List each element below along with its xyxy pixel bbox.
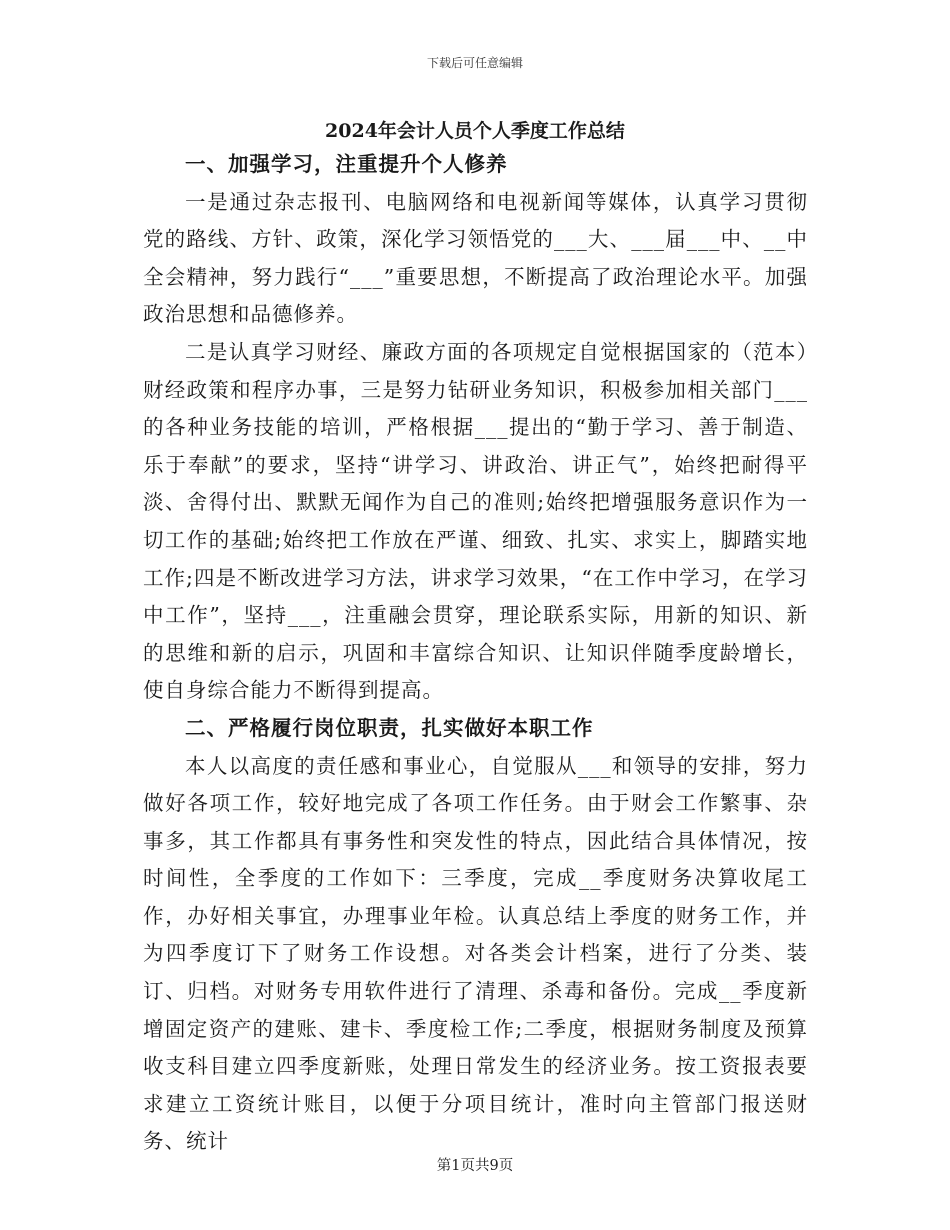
section-heading: 一、加强学习，注重提升个人修养	[185, 152, 508, 176]
section-2	[143, 710, 808, 1161]
paragraph: 一是通过杂志报刊、电脑网络和电视新闻等媒体，认真学习贯彻党的路线、方针、政策，深化学习领悟党的___大、___届___中、__中全会精神，努力践行“___”重要思想，不断提高了政治理论水平。加强政治思想和品德修养。	[143, 189, 808, 327]
paragraph: 本人以高度的责任感和事业心，自觉服从___和领导的安排，努力做好各项工作，较好地完成了各项工作任务。由于财会工作繁事、杂事多，其工作都具有事务性和突发性的特点，因此结合具体情况，按时间性，全季度的工作如下：三季度，完成__季度财务决算收尾工作，办好相关事宜，办理事业年检。认真总结上季度的财务工作，并为四季度订下了财务工作设想。对各类会计档案，进行了分类、装订、归档。对财务专用软件进行了清理、杀毒和备份。完成__季度新增固定资产的建账、建卡、季度检工作;二季度，根据财务制度及预算收支科目建立四季度新账，处理日常发生的经济业务。按工资报表要求建立工资统计账目，以便于分项目统计，准时向主管部门报送财务、统计	[143, 753, 808, 1154]
document-body	[143, 146, 808, 1161]
section-1	[143, 146, 808, 710]
page-header-note: 下载后可任意编辑	[426, 56, 523, 70]
document-title: 2024年会计人员个人季度工作总结	[325, 120, 625, 142]
section-heading: 二、严格履行岗位职责，扎实做好本职工作	[185, 715, 594, 740]
page-number-indicator: 第1页共9页	[436, 1158, 514, 1174]
paragraph: 二是认真学习财经、廉政方面的各项规定自觉根据国家的（范本）财经政策和程序办事，三是努力钻研业务知识，积极参加相关部门___的各种业务技能的培训，严格根据___提出的“勤于学习、善于制造、乐于奉献”的要求，坚持“讲学习、讲政治、讲正气”，始终把耐得平淡、舍得付出、默默无闻作为自己的准则;始终把增强服务意识作为一切工作的基础;始终把工作放在严谨、细致、扎实、求实上，脚踏实地工作;四是不断改进学习方法，讲求学习效果，“在工作中学习，在学习中工作”，坚持___，注重融会贯穿，理论联系实际，用新的知识、新的思维和新的启示，巩固和丰富综合知识、让知识伴随季度龄增长，使自身综合能力不断得到提高。	[143, 339, 808, 703]
